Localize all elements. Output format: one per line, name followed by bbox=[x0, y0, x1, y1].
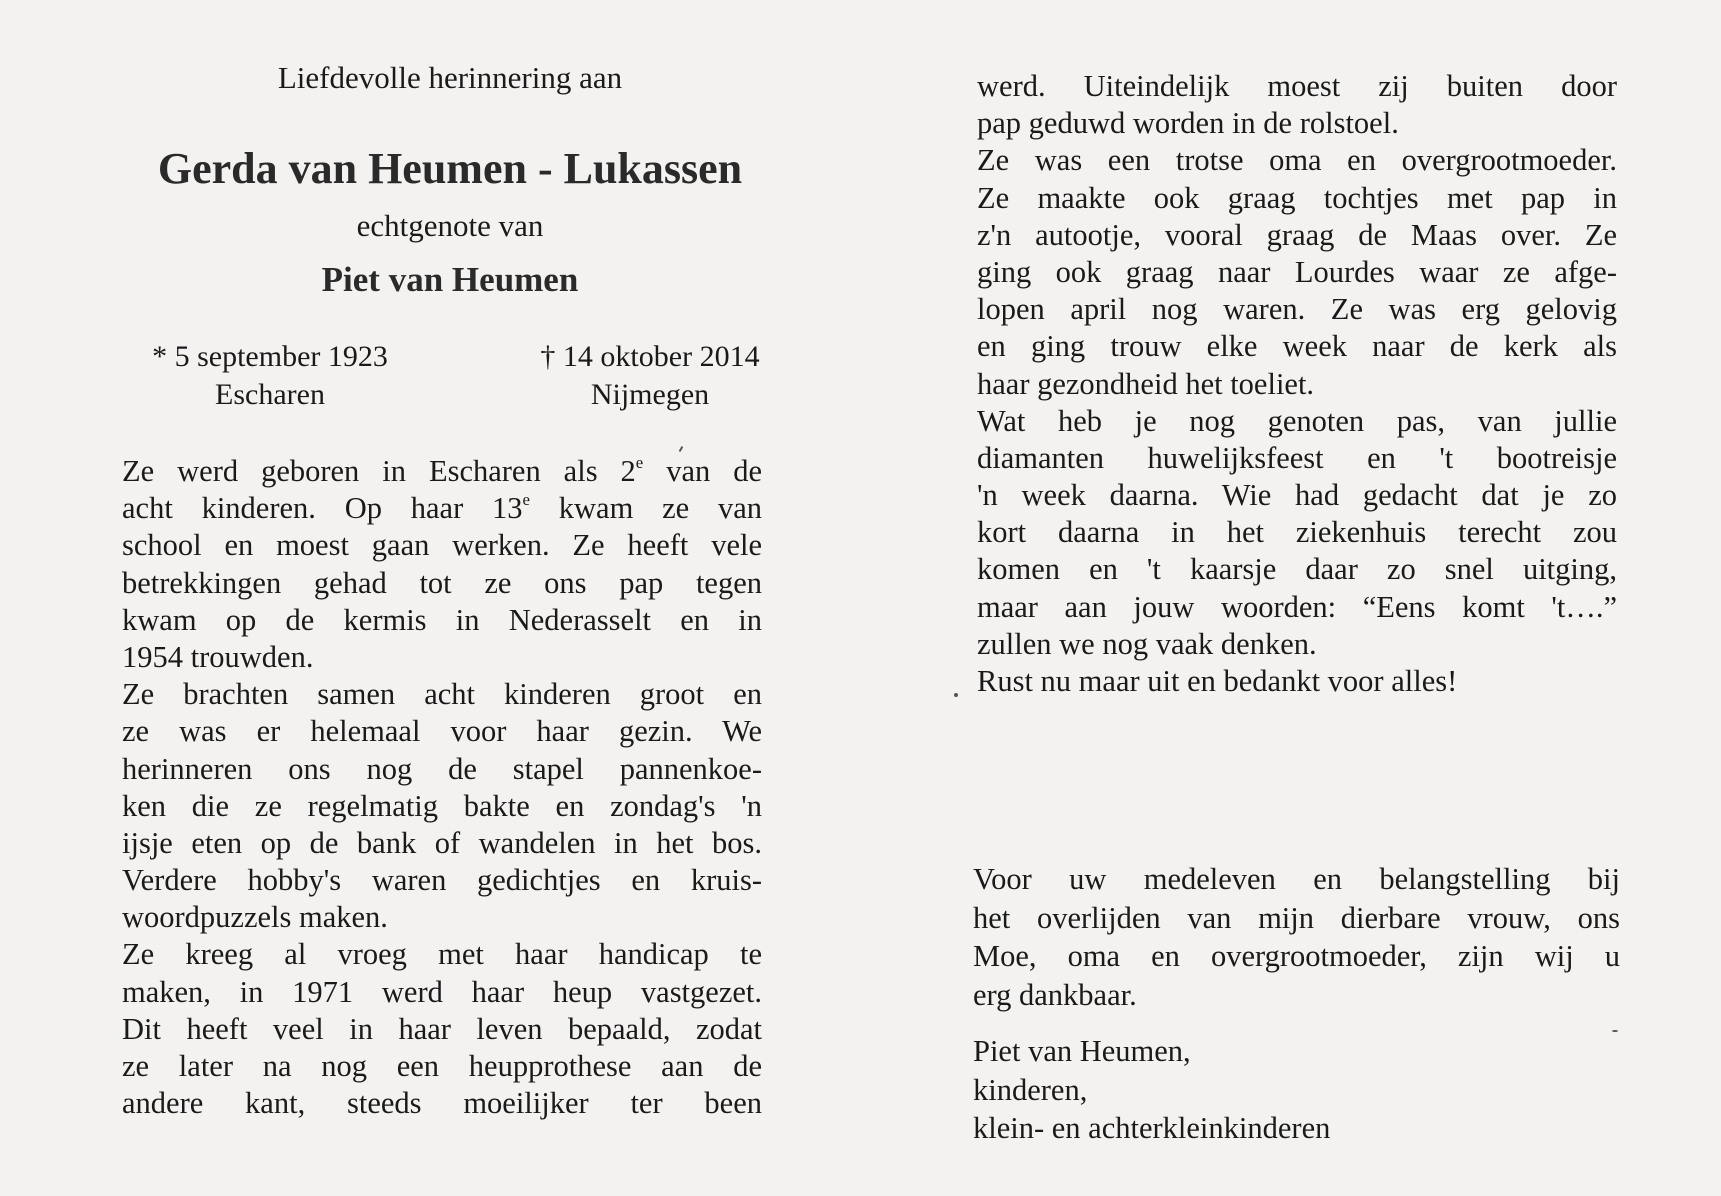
scan-speck bbox=[1612, 1030, 1618, 1032]
text-line: Wat heb je nog genoten pas, van jullie bbox=[977, 403, 1617, 438]
text-line: werd. Uiteindelijk moest zij buiten door bbox=[977, 69, 1617, 103]
text-line: en ging trouw elke week naar de kerk als bbox=[977, 329, 1617, 364]
text-line: haar gezondheid het toeliet. bbox=[977, 366, 1315, 401]
text-line: maar aan jouw woorden: “Eens komt 't….” bbox=[977, 589, 1617, 624]
left-body-text bbox=[122, 453, 762, 1122]
text-line: Rust nu maar uit en bedankt voor alles! bbox=[977, 664, 1458, 698]
text-line: ze later na nog een heupprothese aan de bbox=[122, 1049, 762, 1083]
signature-line: klein- en achterkleinkinderen bbox=[973, 1111, 1331, 1145]
text-line: komen en 't kaarsje daar zo snel uitging, bbox=[977, 552, 1617, 587]
text-line: kort daarna in het ziekenhuis terecht zou bbox=[977, 515, 1617, 550]
text-line: Ze werd geboren in Escharen als 2e van de bbox=[122, 453, 762, 488]
deceased-name: Gerda van Heumen - Lukassen bbox=[157, 144, 743, 193]
text-line: Ze maakte ook graag tochtjes met pap in bbox=[977, 180, 1617, 215]
text-line: acht kinderen. Op haar 13e kwam ze van bbox=[122, 490, 762, 526]
intro-line: Liefdevolle herinnering aan bbox=[277, 60, 623, 95]
text-line: z'n autootje, vooral graag de Maas over. Ze bbox=[977, 217, 1617, 252]
text-line: Moe, oma en overgrootmoeder, zijn wij u bbox=[973, 939, 1620, 973]
birth-date: * 5 september 1923 bbox=[152, 340, 388, 373]
birth-info bbox=[90, 338, 450, 414]
text-line: kwam op de kermis in Nederasselt en in bbox=[122, 602, 762, 637]
text-line: ze was er helemaal voor haar gezin. We bbox=[122, 714, 762, 749]
text-line: lopen april nog waren. Ze was erg gelovig bbox=[977, 292, 1617, 327]
text-line: diamanten huwelijksfeest en 't bootreisje bbox=[977, 440, 1617, 475]
text-line: Voor uw medeleven en belangstelling bij bbox=[973, 862, 1620, 896]
text-line: woordpuzzels maken. bbox=[122, 900, 388, 935]
text-line: erg dankbaar. bbox=[973, 977, 1137, 1012]
spouse-label: echtgenote van bbox=[356, 208, 544, 243]
text-line: zullen we nog vaak denken. bbox=[977, 626, 1317, 661]
right-body-text bbox=[977, 68, 1617, 700]
death-date: † 14 oktober 2014 bbox=[540, 340, 760, 373]
text-line: ken die ze regelmatig bakte en zondag's 'n bbox=[122, 788, 762, 823]
birth-place: Escharen bbox=[215, 378, 325, 411]
text-line: maken, in 1971 werd haar heup vastgezet. bbox=[122, 974, 762, 1009]
right-panel bbox=[860, 0, 1721, 1196]
text-line: 'n week daarna. Wie had gedacht dat je zo bbox=[977, 478, 1617, 513]
text-line: school en moest gaan werken. Ze heeft vele bbox=[122, 528, 762, 563]
death-place: Nijmegen bbox=[590, 378, 710, 411]
text-line: Ze brachten samen acht kinderen groot en bbox=[122, 677, 762, 712]
text-line: pap geduwd worden in de rolstoel. bbox=[977, 106, 1399, 141]
text-line: 1954 trouwden. bbox=[122, 639, 314, 674]
text-line: andere kant, steeds moeilijker ter been bbox=[122, 1086, 762, 1121]
text-line: ging ook graag naar Lourdes waar ze afge- bbox=[977, 254, 1617, 289]
text-line: ijsje eten op de bank of wandelen in het bos. bbox=[122, 825, 762, 860]
signature-line: Piet van Heumen, bbox=[973, 1034, 1191, 1068]
thanks-paragraph bbox=[973, 860, 1620, 1014]
scan-speck bbox=[954, 693, 958, 697]
left-panel bbox=[0, 0, 860, 1196]
signature-block bbox=[973, 1032, 1330, 1148]
text-line: Ze kreeg al vroeg met haar handicap te bbox=[122, 937, 762, 972]
spouse-name: Piet van Heumen bbox=[321, 260, 579, 299]
death-info bbox=[470, 338, 830, 414]
signature-line: kinderen, bbox=[973, 1072, 1088, 1107]
text-line: herinneren ons nog de stapel pannenkoe- bbox=[122, 751, 762, 786]
text-line: Verdere hobby's waren gedichtjes en kruis- bbox=[122, 863, 762, 898]
text-line: het overlijden van mijn dierbare vrouw, ons bbox=[973, 900, 1620, 935]
text-line: betrekkingen gehad tot ze ons pap tegen bbox=[122, 565, 762, 600]
text-line: Dit heeft veel in haar leven bepaald, zodat bbox=[122, 1011, 762, 1046]
text-line: Ze was een trotse oma en overgrootmoeder. bbox=[977, 143, 1617, 178]
